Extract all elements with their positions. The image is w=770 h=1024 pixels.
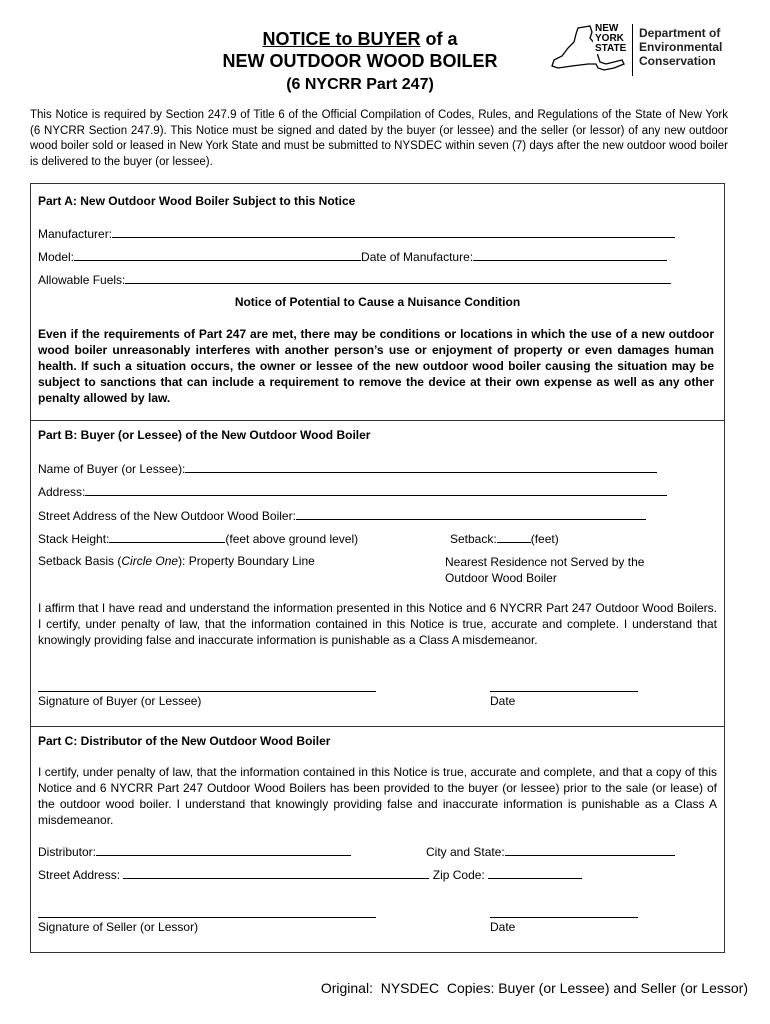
document-title [210, 28, 510, 96]
stack-height-field[interactable] [38, 530, 358, 546]
part-a-title: Part A: New Outdoor Wood Boiler Subject to this Notice [38, 194, 356, 208]
stack-height-unit: (feet above ground level) [225, 532, 359, 546]
allowable-fuels-field[interactable] [38, 271, 671, 287]
nysdec-logo [548, 22, 738, 80]
part-c-box [30, 727, 725, 953]
logo-divider [632, 24, 633, 76]
city-state-label: City and State: [426, 845, 505, 859]
intro-paragraph: This Notice is required by Section 247.9 of Title 6 of the Official Compilation of Codes, Rules, and Regulations of the State of New York (6 NYCRR Section 247.9). This Notice must be signed and dated by the buyer (or lessee) and the seller (or lessor) of any new outdoor wood boiler sold or leased in New York State and must be submitted to NYSDEC within seven (7) days after the new outdoor wood boiler is delivered to the buyer (or lessee). [30, 109, 728, 168]
seller-street-address-field[interactable] [38, 866, 582, 882]
buyer-address-label: Address: [38, 485, 86, 499]
buyer-date-label: Date [490, 694, 516, 708]
boiler-street-address-label: Street Address of the New Outdoor Wood Boiler: [38, 509, 296, 523]
model-label: Model: [38, 250, 75, 264]
buyer-signature-line[interactable] [38, 691, 376, 692]
logo-state-text: NEW YORK STATE [595, 23, 627, 54]
model-line[interactable] [74, 248, 361, 261]
allowable-fuels-label: Allowable Fuels: [38, 273, 126, 287]
stack-height-label: Stack Height: [38, 532, 110, 546]
model-field[interactable] [38, 248, 667, 264]
zip-code-label: Zip Code: [432, 868, 485, 882]
stack-height-line[interactable] [109, 530, 225, 543]
part-b-box [30, 421, 725, 727]
title-line-3: (6 NYCRR Part 247) [286, 76, 434, 93]
buyer-date-line[interactable] [490, 691, 638, 692]
setback-basis-option-nearest-residence[interactable]: Nearest Residence not Served by the Outdoor Wood Boiler [445, 555, 645, 585]
nuisance-paragraph: Even if the requirements of Part 247 are met, there may be conditions or locations in which the use of a new outdoor wood boiler unreasonably interferes with another person’s use or enjoyment of property or even damages human health. If such a situation occurs, the owner or lessee of the new outdoor wood boiler causing the situation may be subject to sanctions that can include a requirement to remove the device at their own expense as well as any other penalty allowed by law. [38, 327, 714, 405]
distributor-field[interactable] [38, 843, 351, 859]
part-a-box [30, 183, 725, 421]
boiler-street-address-line[interactable] [296, 507, 646, 520]
setback-field[interactable] [450, 530, 559, 546]
distributor-certification-paragraph: I certify, under penalty of law, that the information contained in this Notice is true, accurate and complete, and that a copy of this Notice and 6 NYCRR Part 247 Outdoor Wood Boilers has been provided to the buyer (or lessee) prior to the sale (or lease) of the outdoor wood boiler. I understand that knowingly providing false and inaccurate information is punishable as a Class A misdemeanor. [38, 765, 717, 827]
date-of-manufacture-label: Date of Manufacture: [361, 250, 474, 264]
buyer-name-line[interactable] [185, 460, 657, 473]
setback-unit: (feet) [530, 532, 559, 546]
nuisance-heading: Notice of Potential to Cause a Nuisance Condition [234, 295, 521, 309]
buyer-name-field[interactable] [38, 460, 657, 476]
seller-date-line[interactable] [490, 917, 638, 918]
buyer-name-label: Name of Buyer (or Lessee): [38, 462, 186, 476]
title-line-1: NOTICE to BUYER of a [262, 29, 458, 49]
manufacturer-label: Manufacturer: [38, 227, 113, 241]
buyer-address-field[interactable] [38, 483, 667, 499]
part-c-title: Part C: Distributor of the New Outdoor Wood Boiler [38, 734, 331, 748]
seller-date-label: Date [490, 920, 516, 934]
buyer-address-line[interactable] [85, 483, 667, 496]
affirmation-paragraph: I affirm that I have read and understand the information presented in this Notice and 6 NYCRR Part 247 Outdoor Wood Boilers. I certify, under penalty of law, that the information contained in this Notice is true, accurate and complete. I understand that knowingly providing false and inaccurate information is punishable as a Class A misdemeanor. [38, 601, 717, 647]
seller-signature-line[interactable] [38, 917, 376, 918]
manufacturer-line[interactable] [112, 225, 675, 238]
copies-distribution-footer: Original: NYSDEC Copies: Buyer (or Lessee) and Seller (or Lessor) [320, 980, 748, 996]
allowable-fuels-line[interactable] [125, 271, 671, 284]
seller-street-address-line[interactable] [123, 866, 429, 879]
buyer-signature-label: Signature of Buyer (or Lessee) [38, 694, 202, 708]
title-line-2: NEW OUTDOOR WOOD BOILER [222, 51, 498, 71]
distributor-line[interactable] [96, 843, 351, 856]
logo-department-text: Department of Environmental Conservation [639, 26, 723, 68]
manufacturer-field[interactable] [38, 225, 675, 241]
zip-code-line[interactable] [488, 866, 582, 879]
distributor-label: Distributor: [38, 845, 97, 859]
seller-signature-label: Signature of Seller (or Lessor) [38, 920, 199, 934]
setback-basis-option-property-line[interactable]: Setback Basis (Circle One): Property Boundary Line [38, 554, 315, 568]
part-b-title: Part B: Buyer (or Lessee) of the New Outdoor Wood Boiler [38, 428, 371, 442]
city-state-field[interactable] [426, 843, 675, 859]
setback-label: Setback: [450, 532, 497, 546]
seller-street-address-label: Street Address: [38, 868, 121, 882]
boiler-street-address-field[interactable] [38, 507, 646, 523]
date-of-manufacture-line[interactable] [473, 248, 667, 261]
setback-line[interactable] [497, 530, 531, 543]
city-state-line[interactable] [505, 843, 675, 856]
